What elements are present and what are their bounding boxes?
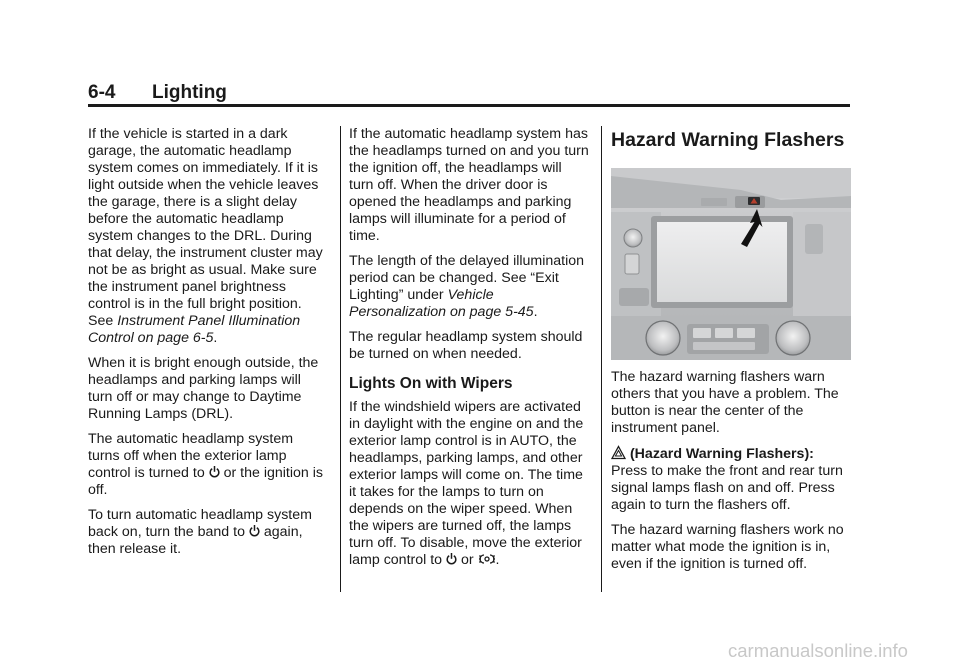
dashboard-illustration <box>611 168 851 360</box>
column-divider <box>340 126 341 592</box>
watermark: carmanualsonline.info <box>728 640 908 661</box>
power-off-icon <box>249 524 260 538</box>
page-header <box>88 82 850 107</box>
hazard-text <box>611 369 851 581</box>
paragraph: The hazard warning flashers work no matter what mode the ignition is in, even if the ignition is turned off. <box>611 522 844 572</box>
column-divider <box>601 126 602 592</box>
hazard-label: (Hazard Warning Flashers): <box>629 446 814 462</box>
section-heading: Hazard Warning Flashers <box>611 129 845 151</box>
cross-reference[interactable]: Instrument Panel Illumination Control on page 6-5 <box>88 313 301 346</box>
paragraph: To turn automatic headlamp system back on, turn the band to again, then release it. <box>88 507 312 557</box>
column-1 <box>88 126 328 566</box>
paragraph: If the windshield wipers are activated in daylight with the engine on and the exterior lamp control is in AUTO, the headlamps, parking lamps, and other exterior lamps will come on. The time it takes for the lamps to turn on depends on the wiper speed. When the wipers are turned off, the lamps turn off. To disable, move the exterior lamp control to or . <box>349 399 584 568</box>
section-title: Lighting <box>152 82 227 103</box>
paragraph: If the automatic headlamp system has the headlamps turned on and you turn the ignition off, the headlamps will turn off. When the driver door is opened the headlamps and parking lamps will illuminate for a period of time. <box>349 126 589 244</box>
paragraph: The regular headlamp system should be turned on when needed. <box>349 329 583 362</box>
column-2 <box>349 126 589 577</box>
power-off-icon <box>209 465 220 479</box>
section-number: 6-4 <box>88 82 116 103</box>
hazard-triangle-icon <box>611 445 626 460</box>
paragraph: When it is bright enough outside, the headlamps and parking lamps will turn off or may change to Daytime Running Lamps (DRL). <box>88 355 319 422</box>
paragraph: The automatic headlamp system turns off when the exterior lamp control is turned to or the ignition is off. <box>88 431 323 498</box>
paragraph: (Hazard Warning Flashers): Press to make the front and rear turn signal lamps flash on and off. Press again to turn the flashers off. <box>611 446 843 513</box>
paragraph: The hazard warning flashers warn others that you have a problem. The button is near the center of the instrument panel. <box>611 369 839 436</box>
paragraph: The length of the delayed illumination period can be changed. See “Exit Lighting” under Vehicle Personalization on page 5-45. <box>349 253 585 320</box>
parking-lamp-icon <box>478 552 496 566</box>
instrument-panel-photo <box>611 168 851 360</box>
power-off-icon <box>446 552 457 566</box>
cross-reference[interactable]: Vehicle Personalization on page 5-45 <box>349 287 534 320</box>
subsection-heading: Lights On with Wipers <box>349 375 513 392</box>
paragraph: If the vehicle is started in a dark garage, the automatic headlamp system comes on immediately. If it is light outside when the vehicle leaves the garage, there is a slight delay before the automatic headlamp system changes to the DRL. During that delay, the instrument cluster may not be as bright as usual. Make sure the instrument panel brightness control is in the full bright position. See Instrument Panel Illumination Control on page 6-5. <box>88 126 323 346</box>
